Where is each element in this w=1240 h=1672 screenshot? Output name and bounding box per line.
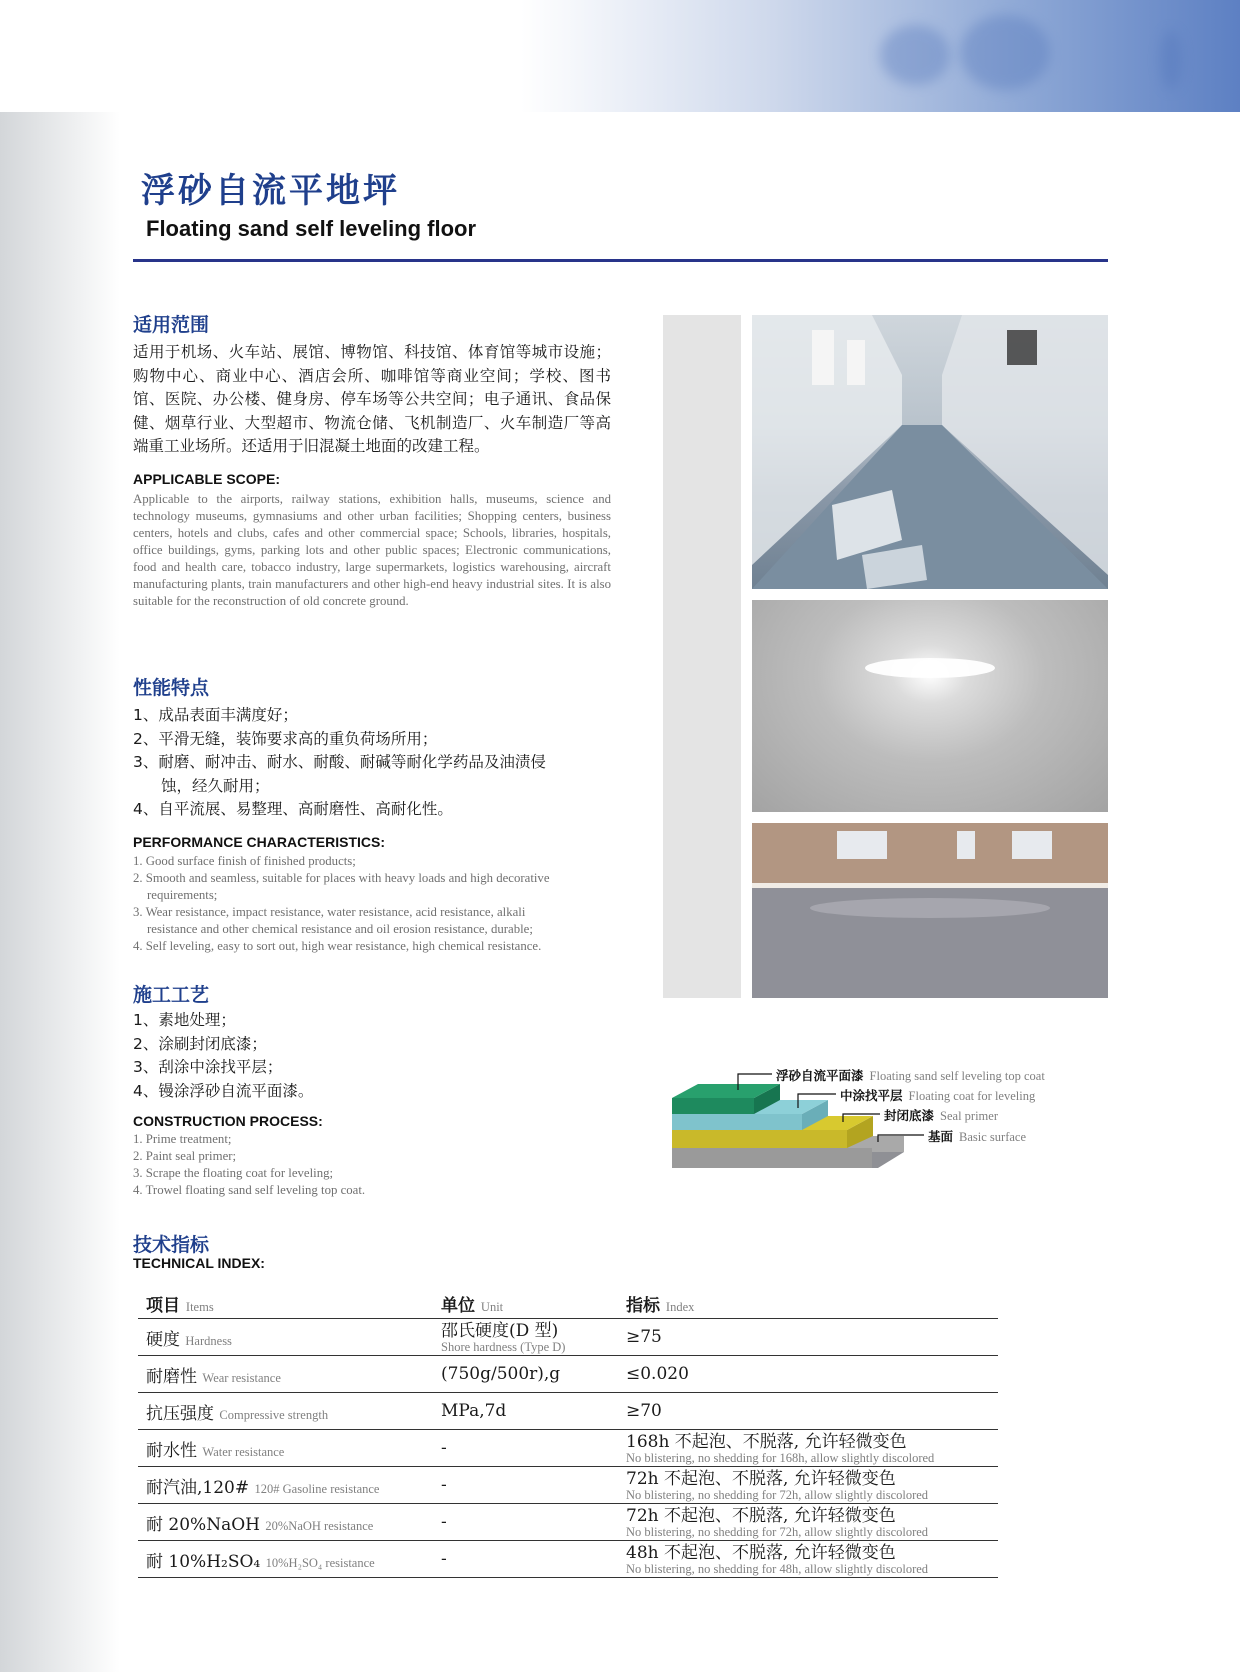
- performance-heading-en: PERFORMANCE CHARACTERISTICS:: [133, 833, 385, 850]
- table-cell: 72h 不起泡、不脱落, 允许轻微变色 No blistering, no shedding for 72h, allow slightly discolored: [618, 1467, 998, 1504]
- table-cell: -: [433, 1504, 618, 1541]
- table-cell: 耐水性 Water resistance: [138, 1430, 433, 1467]
- construction-heading-cn: 施工工艺: [133, 984, 210, 1006]
- table-cell: ≥70: [618, 1393, 998, 1430]
- technical-index-table: [138, 1288, 998, 1578]
- table-cell: 耐 10%H₂SO₄ 10%H₂SO₄ resistance: [138, 1541, 433, 1578]
- list-item: 4、自平流展、易整理、高耐磨性、高耐化性。: [133, 800, 453, 818]
- technical-heading-en: TECHNICAL INDEX:: [133, 1255, 265, 1271]
- room-floor-photo: [752, 823, 1108, 998]
- table-cell: -: [433, 1430, 618, 1467]
- list-item: 1、成品表面丰满度好；: [133, 706, 298, 724]
- table-row: [138, 1430, 998, 1467]
- list-item: 1、素地处理；: [133, 1011, 236, 1029]
- table-row: [138, 1393, 998, 1430]
- list-item: 3. Scrape the floating coat for leveling;: [133, 1166, 334, 1180]
- list-item: 2. Smooth and seamless, suitable for places with heavy loads and high decorative: [133, 870, 550, 885]
- list-item: 2、涂刷封闭底漆；: [133, 1034, 267, 1053]
- table-row: [138, 1504, 998, 1541]
- list-item: 3、耐磨、耐冲击、耐水、耐酸、耐碱等耐化学药品及油渍侵: [133, 753, 546, 771]
- list-item: 1. Prime treatment;: [133, 1132, 232, 1146]
- list-item: resistance and other chemical resistance and oil erosion resistance, durable;: [147, 921, 533, 936]
- photo-column-backdrop: [663, 315, 741, 998]
- column-header: 指标 Index: [618, 1288, 998, 1319]
- table-cell: (750g/500r),g: [433, 1356, 618, 1393]
- table-header-row: [138, 1288, 998, 1319]
- scope-heading-cn: 适用范围: [133, 314, 210, 336]
- performance-list-en: [133, 853, 611, 955]
- scope-text-en: Applicable to the airports, railway stations, exhibition halls, museums, science and technology museums, gymnasiums and other urban facilities; Shopping centers, business centers, hotels and clubs, cafes and other commercial space; Schools, libraries, hospitals, office buildings, gyms, parking lots and other public spaces; Electronic communications, food and health care, tobacco industry, large supermarkets, logistics warehousing, aircraft manufacturing plants, train manufacturers and other high-end heavy industrial sites. It is also suitable for the reconstruction of old concrete ground.: [133, 491, 611, 608]
- layer-label-primer: 封闭底漆 Seal primer: [884, 1108, 998, 1123]
- list-item: 2、平滑无缝，装饰要求高的重负荷场所用；: [133, 729, 438, 748]
- list-item: 4、镘涂浮砂自流平面漆。: [133, 1081, 314, 1100]
- page-title-cn: 浮砂自流平地坪: [141, 171, 400, 211]
- list-item: 3. Wear resistance, impact resistance, water resistance, acid resistance, alkali: [133, 904, 526, 919]
- table-cell: ≤0.020: [618, 1356, 998, 1393]
- table-row: [138, 1319, 998, 1356]
- list-item: 2. Paint seal primer;: [133, 1149, 237, 1163]
- technical-heading: [133, 1230, 265, 1271]
- table-row: [138, 1541, 998, 1578]
- column-header: 单位 Unit: [433, 1288, 618, 1319]
- page-title-cn-wrap: [133, 163, 408, 212]
- layer-label-base: 基面 Basic surface: [928, 1129, 1026, 1144]
- floor-layer-diagram: [668, 1060, 1068, 1190]
- table-cell: 邵氏硬度(D 型) Shore hardness (Type D): [433, 1319, 618, 1356]
- table-cell: -: [433, 1467, 618, 1504]
- table-cell: 耐汽油,120# 120# Gasoline resistance: [138, 1467, 433, 1504]
- table-cell: -: [433, 1541, 618, 1578]
- column-header: 项目 Items: [138, 1288, 433, 1319]
- table-cell: ≥75: [618, 1319, 998, 1356]
- table-cell: 抗压强度 Compressive strength: [138, 1393, 433, 1430]
- list-item: 3、刮涂中涂找平层；: [133, 1058, 283, 1076]
- table-cell: MPa,7d: [433, 1393, 618, 1430]
- table-cell: 48h 不起泡、不脱落, 允许轻微变色 No blistering, no shedding for 48h, allow slightly discolored: [618, 1541, 998, 1578]
- technical-heading-cn: 技术指标: [133, 1234, 210, 1256]
- construction-list-en: [133, 1131, 611, 1199]
- page-title-en: Floating sand self leveling floor: [146, 216, 477, 241]
- performance-section: [133, 673, 611, 955]
- performance-heading-cn: 性能特点: [133, 677, 210, 699]
- list-item: 蚀，经久耐用；: [161, 776, 270, 795]
- title-divider: [133, 259, 1108, 262]
- sand-floor-closeup-photo: [752, 600, 1108, 812]
- layer-label-top-coat: 浮砂自流平面漆 Floating sand self leveling top coat: [776, 1068, 1045, 1083]
- layer-label-leveling: 中涂找平层 Floating coat for leveling: [840, 1088, 1036, 1103]
- list-item: requirements;: [147, 887, 218, 902]
- construction-section: [133, 980, 611, 1199]
- list-item: 4. Self leveling, easy to sort out, high wear resistance, high chemical resistance.: [133, 938, 542, 953]
- scope-heading-en: APPLICABLE SCOPE:: [133, 470, 281, 487]
- table-cell: 72h 不起泡、不脱落, 允许轻微变色 No blistering, no shedding for 72h, allow slightly discolored: [618, 1504, 998, 1541]
- page-left-shade: [0, 0, 120, 1672]
- table-row: [138, 1467, 998, 1504]
- corridor-floor-photo: [752, 315, 1108, 589]
- construction-heading-en: CONSTRUCTION PROCESS:: [133, 1113, 323, 1129]
- performance-list-cn: [133, 704, 611, 822]
- table-cell: 168h 不起泡、不脱落, 允许轻微变色 No blistering, no shedding for 168h, allow slightly discolored: [618, 1430, 998, 1467]
- list-item: 4. Trowel floating sand self leveling top coat.: [133, 1183, 366, 1197]
- list-item: 1. Good surface finish of finished products;: [133, 853, 356, 868]
- construction-list-cn: [133, 1009, 611, 1103]
- scope-section: [133, 310, 611, 610]
- table-cell: 硬度 Hardness: [138, 1319, 433, 1356]
- table-cell: 耐磨性 Wear resistance: [138, 1356, 433, 1393]
- top-banner: [0, 0, 1240, 112]
- table-row: [138, 1356, 998, 1393]
- scope-text-cn: 适用于机场、火车站、展馆、博物馆、科技馆、体育馆等城市设施；购物中心、商业中心、酒店会所、咖啡馆等商业空间；学校、图书馆、医院、办公楼、健身房、停车场等公共空间；电子通讯、食品保健、烟草行业、大型超市、物流仓储、飞机制造厂、火车制造厂等高端重工业场所。还适用于旧混凝土地面的改建工程。: [133, 343, 611, 455]
- table-cell: 耐 20%NaOH 20%NaOH resistance: [138, 1504, 433, 1541]
